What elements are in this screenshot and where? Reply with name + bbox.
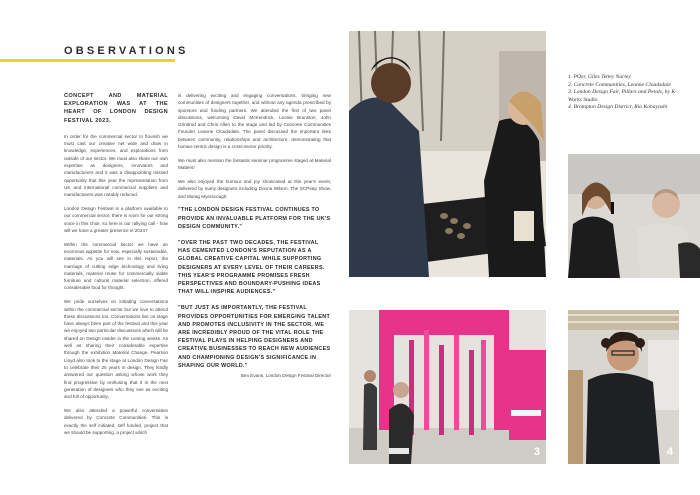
caption-4: 4. Brompton Design District, Rio Kobayashi (568, 104, 668, 111)
photo-brompton-design-district (568, 310, 679, 464)
photo-poer-installation (349, 31, 546, 277)
photo-number-4: 4 (666, 446, 673, 458)
body-paragraph: We also attended a powerful conversation delivered by Concrete Communities. This is exactly the self initiated, self funded, project that we should be supporting, a project which (64, 407, 168, 435)
title-underline (0, 59, 175, 62)
photo-pillars-and-petals (349, 310, 546, 464)
body-paragraph: is delivering exciting and engaging conversations, bringing new communities of designers together, and without any agenda prescribed by sponsors and funding partners. We attended the first of two panel discussions, welcoming David McKendrick, Leonie Branston, John Grindrod and Chris Allen to the stage and led by Concrete Communities Founder Leanne Cloudsdale. The panel discussed the important links between community, relationships and architecture, demonstrating that human-centric design is a cross-sector priority. (178, 93, 331, 150)
text-column-1 (64, 92, 168, 443)
pull-quote: "OVER THE PAST TWO DECADES, THE FESTIVAL HAS CEMENTED LONDON'S REPUTATION AS A GLOBAL CREATIVE CAPITAL WHILE SUPPORTING DESIGNERS AT EVERY LEVEL OF THEIR CAREERS. THIS YEAR'S PROGRAMME PROMISES FRESH PERSPECTIVES AND BOUNDARY-PUSHING IDEAS THAT WILL INSPIRE AUDIENCES." (178, 239, 325, 296)
quote-attribution: Ben Evans, London Design Festival Director (240, 373, 331, 379)
body-paragraph: London Design Festival is a platform available to our commercial sector, there is room for our strong voice in this choir, so here is our rallying call - how will we have a greater presence in 2024? (64, 205, 168, 233)
body-paragraph: We pride ourselves on initiating conversations within the commercial sector but we love to attend these discussions too. Conversations live on stage have always been part of the festival and this year we enjoyed two particular discussions which will be shared on Design Insider in the coming weeks. As well as sharing their considerable expertise through the exhibition Material Change, Pearson Lloyd also took to the stage at London Design Fair to celebrate their 25 years in design. They kindly answered our question asking whose work they find progressive by enthusing that it is the next generation of designers who they see as exciting and full of opportunity. (64, 299, 168, 400)
section-title: OBSERVATIONS (64, 45, 189, 57)
body-paragraph: We must also mention the fantastic seminar programme staged at Material Matters! (178, 157, 331, 171)
caption-1: 1. POer, Giles Tettey Nartey (568, 74, 631, 80)
lead-paragraph: CONCEPT AND MATERIAL EXPLORATION WAS AT THE HEART OF LONDON DESIGN FESTIVAL 2023. (64, 93, 168, 124)
body-paragraph: In order for the commercial sector to flourish we must cast our creative net wide and draw in knowledge, experiences, and explorations from outside of our sector. We must also share our own expertise as designers, innovators and manufacturers and it was a disappointing missed opportunity that this year the representation from UK and international commercial suppliers and manufacturers was notably reduced. (64, 133, 168, 198)
text-column-2 (178, 92, 331, 386)
photo-concrete-communities-talk (568, 154, 700, 278)
caption-2: 2. Concrete Communities, Leanne Cloudsdale (568, 81, 671, 88)
pull-quote: "BUT JUST AS IMPORTANTLY, THE FESTIVAL PROVIDES OPPORTUNITIES FOR EMERGING TALENT AND PROMOTES INCLUSIVITY IN THE SECTOR. WE ARE INCREDIBLY PROUD OF THE VITAL ROLE THE FESTIVAL PLAYS IN HELPING DESIGNERS AND CREATIVE BUSINESSES TO REACH NEW AUDIENCES AND CHAMPIONING DESIGN'S SIGNIFICANCE IN SHAPING OUR WORLD." (178, 305, 331, 369)
photo-number-3: 3 (533, 446, 540, 458)
pull-quote: "THE LONDON DESIGN FESTIVAL CONTINUES TO PROVIDE AN INVALUABLE PLATFORM FOR THE UK'S DESIGN COMMUNITY." (178, 207, 331, 230)
body-paragraph: We also enjoyed the humour and joy showcased at this year's event, delivered by many designers including Donna Wilson, The SCPeep Show, and Morag Myerscough. (178, 178, 331, 199)
caption-3: 3. London Design Fair, Pillars and Petals, by K-Works Studio (568, 89, 677, 103)
photo-captions (568, 74, 688, 112)
body-paragraph: Within the commercial sector we have an enormous appetite for new, especially sustainable, materials. As you will see in this report, the marriage of cutting edge technology and living materials, material reuse for commercially viable furniture and cultural material selection, offered considerable food for thought. (64, 241, 168, 291)
